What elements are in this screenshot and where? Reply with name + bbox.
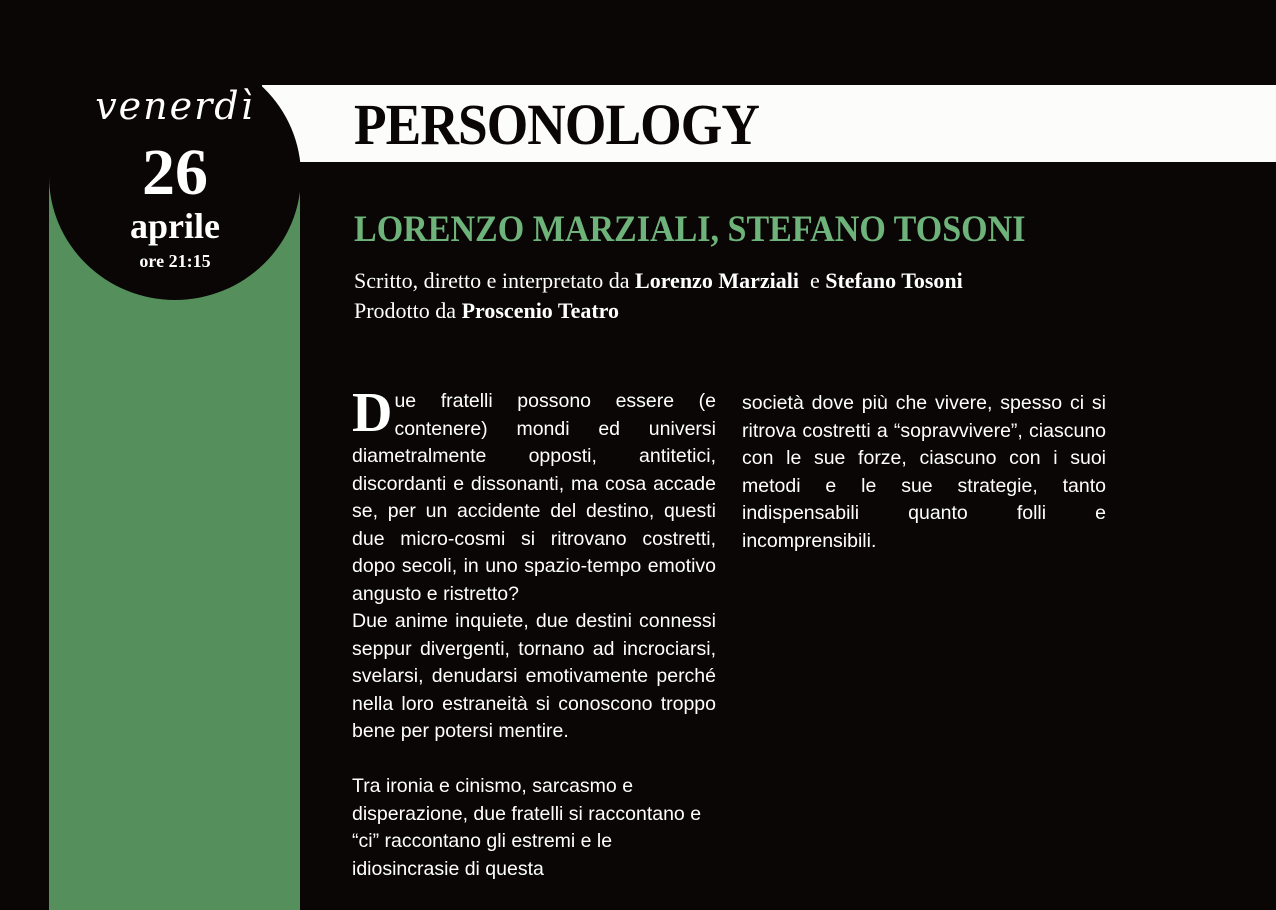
credits-author-2: Stefano Tosoni — [825, 268, 963, 293]
body-column-right — [742, 390, 1106, 555]
weekday: venerdì — [95, 84, 255, 128]
month: aprile — [130, 206, 220, 246]
credits-produced-prefix: Prodotto da — [354, 298, 462, 323]
credits-written-prefix: Scritto, diretto e interpretato da — [354, 268, 636, 293]
authors-heading: LORENZO MARZIALI, STEFANO TOSONI — [354, 209, 1026, 250]
day-number: 26 — [142, 136, 208, 209]
credits-author-1: Lorenzo Marziali — [635, 268, 799, 293]
show-time: ore 21:15 — [139, 251, 211, 271]
body-column-left — [352, 382, 716, 883]
body-paragraph-1-text: ue fratelli possono essere (e contenere) mondi ed universi diametralmente opposti, antitetici, discordanti e dissonanti, ma cosa accade se, per un accidente del destino, questi due micro-cosmi si ritrovano costretti, dopo secoli, in uno spazio-tempo emotivo angusto e ristretto? — [352, 390, 716, 605]
body-paragraph-2: Due anime inquiete, due destini connessi seppur divergenti, tornano ad incrociarsi, svelarsi, denudarsi emotivamente perché nella loro estraneità si conoscono troppo bene per potersi mentire. — [352, 610, 716, 742]
body-paragraph-3: Tra ironia e cinismo, sarcasmo e disperazione, due fratelli si raccontano e “ci” raccontano gli estremi e le idiosincrasie di questa — [352, 775, 702, 880]
credits — [354, 266, 963, 326]
credits-line-written — [354, 266, 963, 296]
drop-cap: D — [352, 382, 393, 444]
credits-producer: Proscenio Teatro — [461, 298, 620, 323]
paragraph-gap — [352, 746, 716, 774]
credits-and: e — [798, 268, 826, 293]
body-paragraph-1 — [352, 382, 716, 608]
credits-line-produced — [354, 296, 963, 326]
body-paragraph-4: società dove più che vivere, spesso ci si ritrova costretti a “sopravvivere”, ciascuno con le sue forze, ciascuno con i suoi metodi e le sue strategie, tanto indispensabili quanto folli e incomprensibili. — [742, 392, 1106, 552]
date-badge — [49, 52, 301, 300]
show-title: PERSONOLOGY — [354, 91, 759, 157]
